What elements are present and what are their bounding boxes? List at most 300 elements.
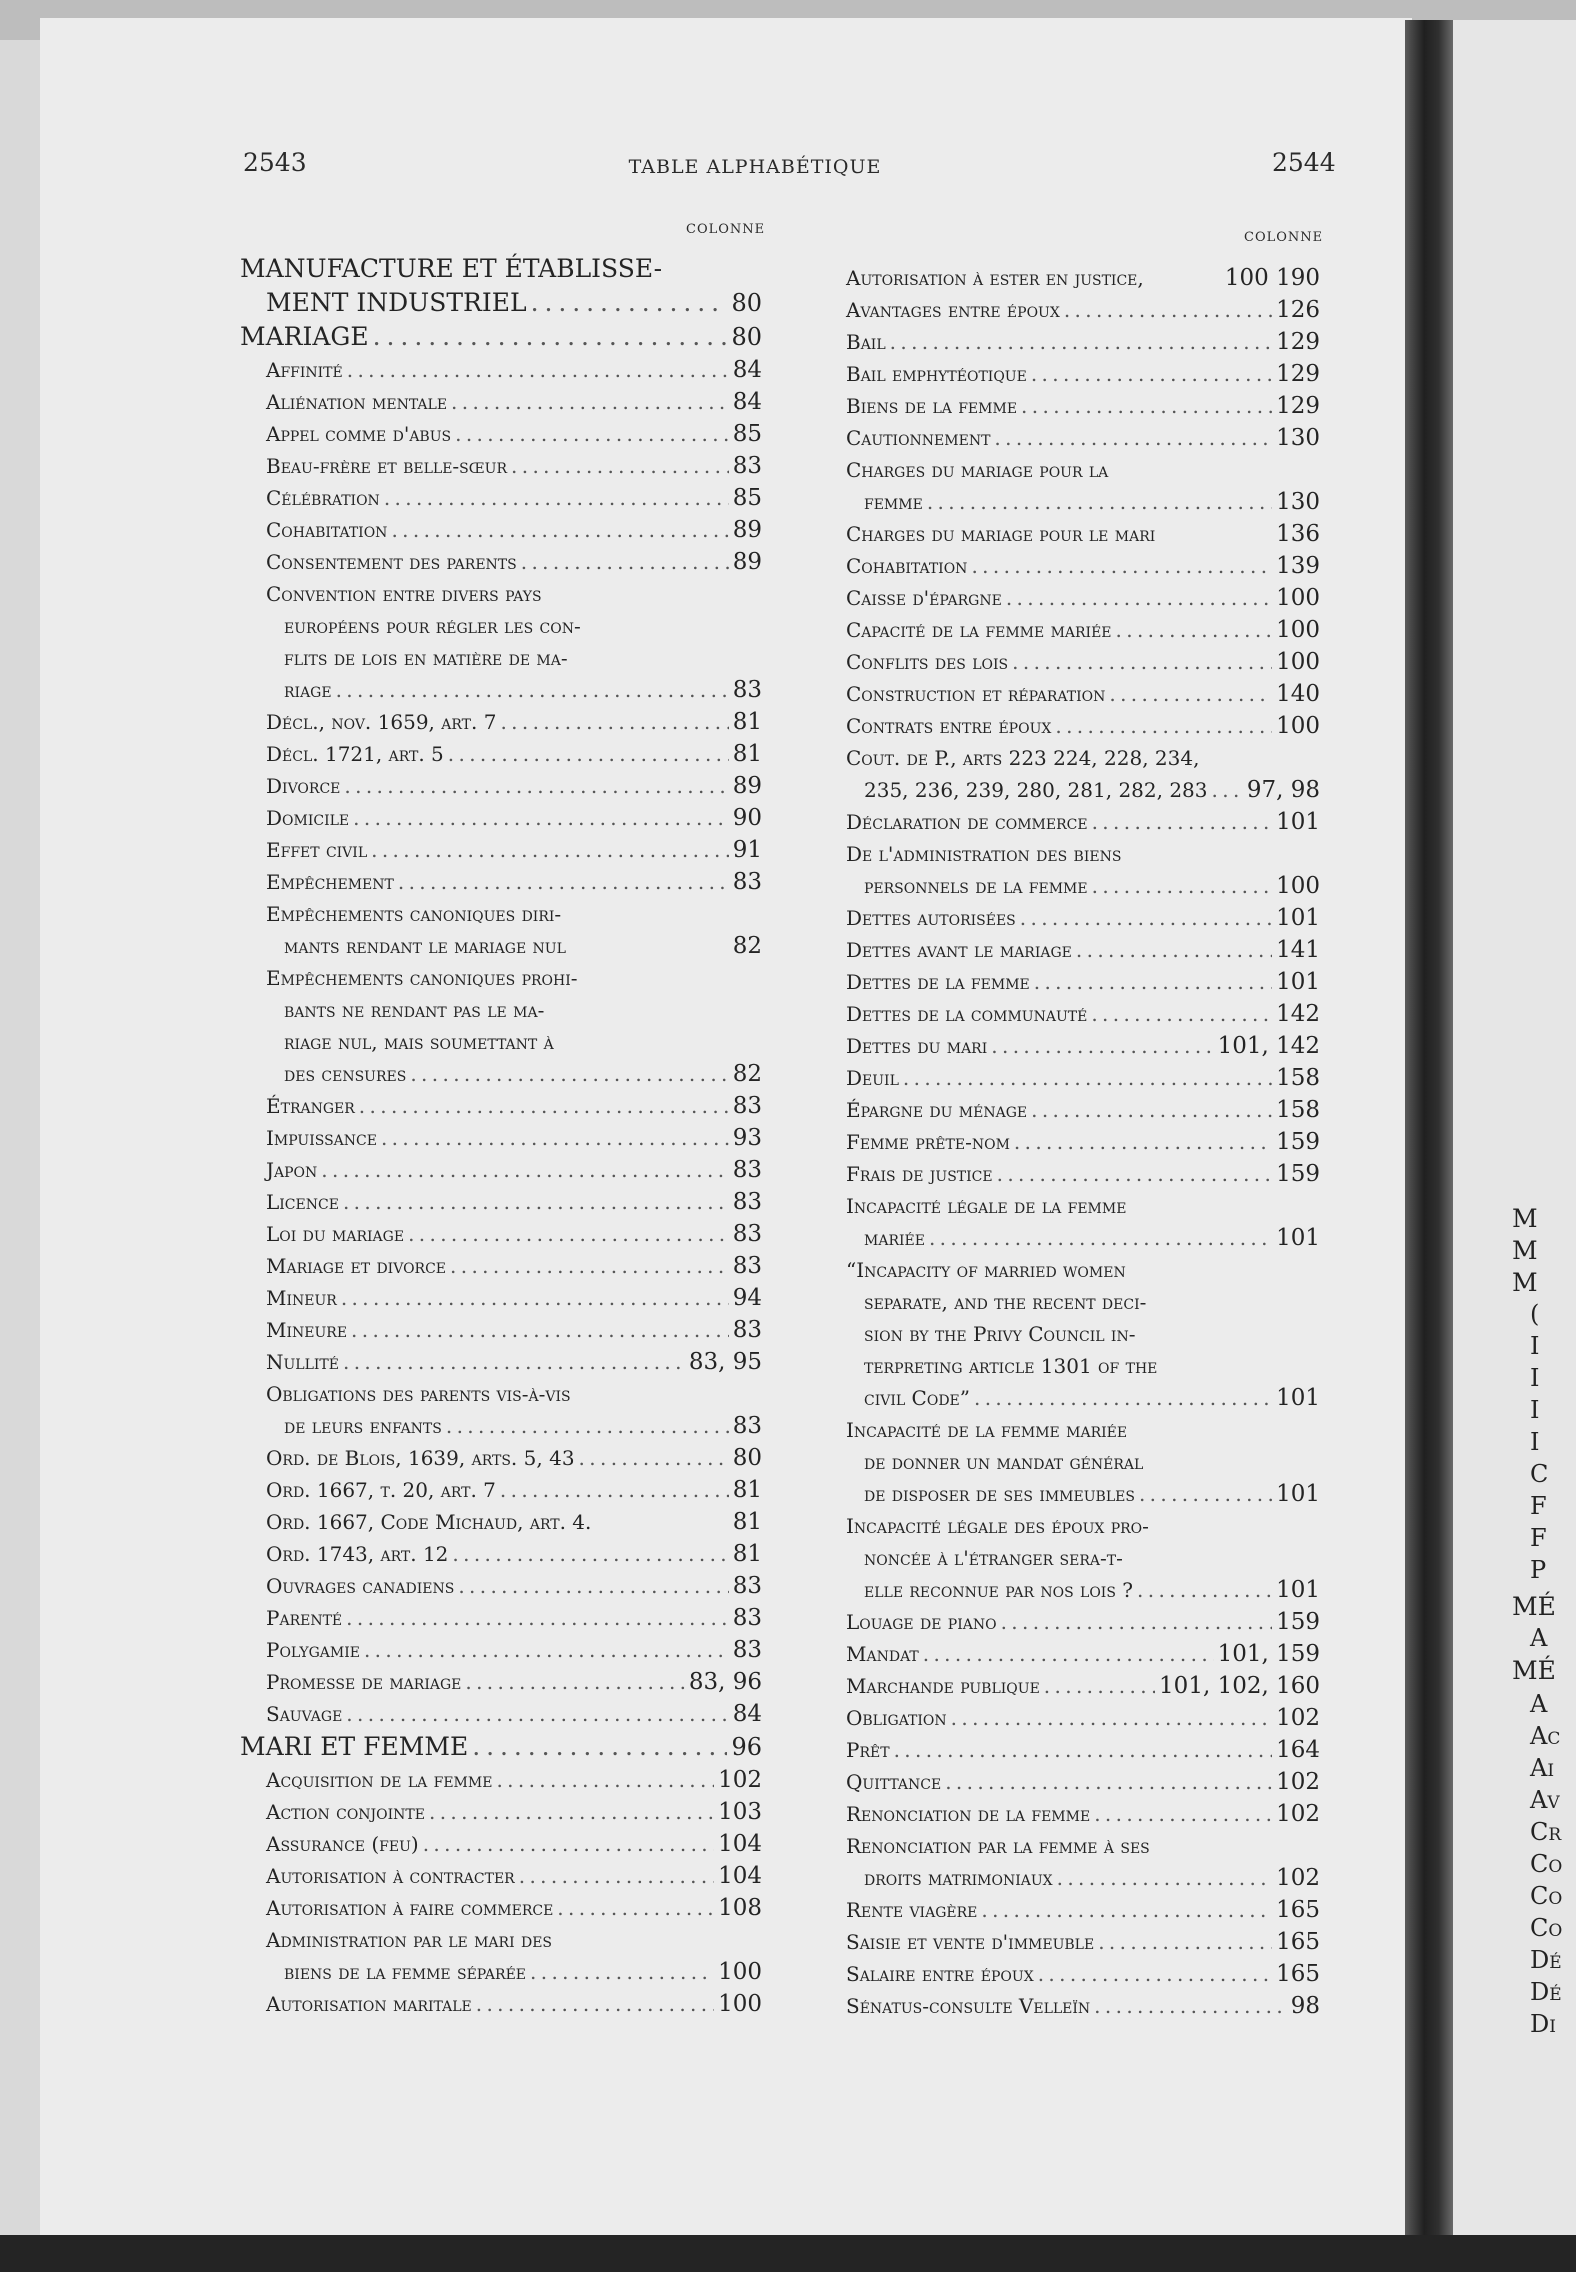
dot-leader [341, 1282, 729, 1314]
index-entry [240, 1058, 762, 1090]
index-entry-column-number: 85 [732, 421, 762, 447]
index-entry-term: Saisie et vente d'immeuble [846, 1930, 1095, 1954]
index-entry-column-number: 100 [718, 1991, 762, 2017]
next-page-fragment: MÉ [1512, 1592, 1556, 1621]
next-page-fragment: Ai [1530, 1754, 1555, 1782]
index-entry [820, 1510, 1320, 1542]
index-entry-term: Action conjointe [266, 1800, 425, 1824]
dot-leader [423, 1828, 714, 1860]
index-entry-term: Rente viagère [846, 1898, 978, 1922]
dot-leader [321, 1154, 728, 1186]
index-entry-term: Autorisation maritale [266, 1992, 472, 2016]
index-entry-term: Assurance (feu) [266, 1832, 419, 1856]
dot-leader [1116, 614, 1273, 646]
dot-leader [994, 422, 1272, 454]
index-entry-column-number: 91 [732, 837, 762, 863]
index-entry-column-number: 101 [1276, 1385, 1320, 1411]
index-entry-term: Dettes du mari [846, 1034, 988, 1058]
index-entry [820, 870, 1320, 902]
index-entry-term: Dettes de la femme [846, 970, 1030, 994]
index-entry-term: Mineure [266, 1318, 348, 1342]
index-entry-term: Aliénation mentale [266, 390, 448, 414]
index-entry [240, 1506, 762, 1538]
index-entry [820, 1190, 1320, 1222]
next-page-fragment: M [1512, 1268, 1538, 1297]
index-entry [820, 1734, 1320, 1766]
index-entry-column-number: 101, 159 [1217, 1641, 1320, 1667]
index-entry-term: MARIAGE [240, 322, 369, 351]
dot-leader [1014, 1126, 1272, 1158]
index-entry [240, 1314, 762, 1346]
index-entry [240, 1924, 762, 1956]
next-page-fragment: A [1530, 1690, 1548, 1718]
index-entry-column-number: 108 [718, 1895, 762, 1921]
index-entry-column-number: 129 [1276, 361, 1320, 387]
index-entry [820, 1958, 1320, 1990]
index-entry-column-number: 83 [732, 1253, 762, 1279]
dot-leader [519, 1860, 714, 1892]
dot-leader [971, 550, 1272, 582]
index-entry [820, 1318, 1320, 1350]
dot-leader [981, 1894, 1272, 1926]
index-entry-column-number: 159 [1276, 1129, 1320, 1155]
dot-leader [472, 1730, 727, 1764]
index-entry-term: Divorce [266, 774, 341, 798]
index-entry [240, 802, 762, 834]
index-entry-term: Ord. 1667, t. 20, art. 7 [266, 1478, 496, 1502]
dot-leader [1038, 1958, 1272, 1990]
index-entry [820, 1542, 1320, 1574]
index-entry-term: Nullité [266, 1350, 339, 1374]
index-entry-term: Mineur [266, 1286, 337, 1310]
index-entry-term: personnels de la femme [864, 874, 1088, 898]
index-entry-term: civil Code” [864, 1386, 970, 1410]
index-entry-column-number: 129 [1276, 393, 1320, 419]
index-entry-column-number: 80 [732, 1445, 762, 1471]
index-entry-term: Incapacité de la femme mariée [846, 1418, 1128, 1442]
dot-leader [521, 546, 729, 578]
index-entry-term: Frais de justice [846, 1162, 993, 1186]
dot-leader [1094, 1990, 1287, 2022]
index-entry-term: Déclaration de commerce [846, 810, 1088, 834]
index-entry-column-number: 165 [1276, 1897, 1320, 1923]
index-entry-column-number: 82 [732, 1061, 762, 1087]
index-entry-term: des censures [284, 1062, 407, 1086]
index-entry-column-number: 83, 96 [688, 1669, 762, 1695]
dot-leader [476, 1988, 714, 2020]
index-entry [820, 1766, 1320, 1798]
index-entry-column-number: 83 [732, 1573, 762, 1599]
index-entry-term: Acquisition de la femme [266, 1768, 493, 1792]
scan-border-bottom [0, 2235, 1576, 2272]
dot-leader [384, 482, 729, 514]
index-entry [820, 1638, 1320, 1670]
index-entry [240, 386, 762, 418]
index-entry-term: bants ne rendant pas le ma- [284, 998, 545, 1022]
next-page-fragment: I [1530, 1364, 1540, 1392]
index-entry-term: Décl. 1721, art. 5 [266, 742, 444, 766]
index-entry-term: “Incapacity of married women [846, 1258, 1126, 1282]
index-entry [820, 1126, 1320, 1158]
next-page-fragment: ( [1530, 1300, 1540, 1328]
index-entry [820, 998, 1320, 1030]
index-entry-column-number: 83 [732, 1157, 762, 1183]
dot-leader [1091, 998, 1272, 1030]
next-page-fragment: I [1530, 1428, 1540, 1456]
index-entry-column-number: 90 [732, 805, 762, 831]
index-entry-term: Incapacité légale de la femme [846, 1194, 1127, 1218]
dot-leader [451, 386, 729, 418]
index-entry-term: Charges du mariage pour le mari [846, 522, 1156, 546]
index-entry-column-number: 100 [1276, 873, 1320, 899]
index-entry [820, 582, 1320, 614]
dot-leader [448, 738, 729, 770]
index-entry-column-number: 102 [1276, 1801, 1320, 1827]
index-entry [820, 742, 1320, 774]
index-entry [820, 1926, 1320, 1958]
index-entry-column-number: 102 [1276, 1865, 1320, 1891]
index-entry-term: Impuissance [266, 1126, 377, 1150]
index-entry-term: Cout. de P., arts 223 224, 228, 234, [846, 746, 1200, 770]
index-entry [820, 838, 1320, 870]
index-column-left [240, 252, 762, 2020]
dot-leader [373, 320, 728, 354]
index-entry [820, 518, 1320, 550]
index-column-right [820, 262, 1320, 2022]
index-entry-term: Polygamie [266, 1638, 360, 1662]
index-entry [240, 514, 762, 546]
dot-leader [991, 1030, 1213, 1062]
index-entry-term: Loi du mariage [266, 1222, 405, 1246]
index-entry-term: Conflits des lois [846, 650, 1009, 674]
index-entry-term: femme [864, 490, 923, 514]
dot-leader [465, 1666, 684, 1698]
dot-leader [997, 1158, 1272, 1190]
index-entry-column-number: 83 [732, 677, 762, 703]
index-entry-term: mants rendant le mariage nul [284, 934, 566, 958]
index-entry [820, 1382, 1320, 1414]
dot-leader [1092, 806, 1273, 838]
index-entry-column-number: 101 [1276, 1577, 1320, 1603]
index-entry-column-number: 104 [718, 1863, 762, 1889]
index-entry-column-number: 82 [732, 933, 762, 959]
index-entry [820, 1798, 1320, 1830]
index-entry [820, 774, 1320, 806]
index-entry-term: Ord. de Blois, 1639, arts. 5, 43 [266, 1446, 575, 1470]
next-page-fragment: MÉ [1512, 1656, 1556, 1685]
index-entry-term: biens de la femme séparée [284, 1960, 527, 1984]
index-entry-column-number: 103 [718, 1799, 762, 1825]
dot-leader [1031, 1094, 1272, 1126]
index-entry-column-number: 100 [1276, 649, 1320, 675]
index-entry [240, 354, 762, 386]
dot-leader [458, 1570, 728, 1602]
index-entry-column-number: 102 [718, 1767, 762, 1793]
dot-leader [1057, 1862, 1272, 1894]
index-entry-column-number: 84 [732, 357, 762, 383]
index-entry-column-number: 159 [1276, 1609, 1320, 1635]
index-entry [240, 1538, 762, 1570]
next-page-fragment: I [1530, 1396, 1540, 1424]
dot-leader [1001, 1606, 1273, 1638]
index-entry-column-number: 100 190 [1224, 265, 1320, 291]
index-entry [820, 678, 1320, 710]
index-entry-column-number: 164 [1276, 1737, 1320, 1763]
index-entry [820, 1478, 1320, 1510]
next-page-fragment: Dé [1530, 1978, 1562, 2006]
dot-leader [557, 1892, 714, 1924]
index-entry-column-number: 83, 95 [688, 1349, 762, 1375]
dot-leader [531, 286, 728, 320]
index-entry-term: de donner un mandat général [864, 1450, 1144, 1474]
index-entry-term: MARI ET FEMME [240, 1732, 469, 1761]
index-entry-term: Obligation [846, 1706, 947, 1730]
index-entry-term: Renonciation par la femme à ses [846, 1834, 1150, 1858]
index-entry-term: Affinité [266, 358, 343, 382]
index-entry [240, 962, 762, 994]
index-entry [240, 994, 762, 1026]
dot-leader [1044, 1670, 1155, 1702]
index-entry-column-number: 101 [1276, 969, 1320, 995]
dot-leader [579, 1442, 729, 1474]
index-entry-column-number: 83 [732, 1413, 762, 1439]
index-entry-column-number: 81 [732, 1509, 762, 1535]
index-entry [820, 550, 1320, 582]
next-page-fragment: Co [1530, 1914, 1563, 1942]
dot-leader [1021, 390, 1272, 422]
index-entry [820, 806, 1320, 838]
dot-leader [1006, 582, 1272, 614]
index-entry [240, 706, 762, 738]
index-entry-term: Domicile [266, 806, 350, 830]
next-page-fragment: Ac [1530, 1722, 1561, 1750]
index-entry [240, 1378, 762, 1410]
index-entry-term: sion by the Privy Council in- [864, 1322, 1136, 1346]
index-entry-term: Marchande publique [846, 1674, 1040, 1698]
index-entry [240, 1186, 762, 1218]
index-entry [820, 1286, 1320, 1318]
index-entry-term: Autorisation à faire commerce [266, 1896, 554, 1920]
index-entry-term: Mandat [846, 1642, 919, 1666]
index-entry [240, 1956, 762, 1988]
index-entry-term: Ord. 1667, Code Michaud, art. 4. [266, 1510, 592, 1534]
index-entry-term: Cautionnement [846, 426, 991, 450]
index-entry [240, 738, 762, 770]
dot-leader [951, 1702, 1272, 1734]
dot-leader [364, 1634, 729, 1666]
index-entry [240, 770, 762, 802]
index-entry [240, 578, 762, 610]
index-entry [820, 454, 1320, 486]
index-entry-term: separate, and the recent deci- [864, 1290, 1147, 1314]
index-entry [240, 418, 762, 450]
index-entry-term: européens pour régler les con- [284, 614, 581, 638]
index-entry-term: Biens de la femme [846, 394, 1018, 418]
index-entry-column-number: 94 [732, 1285, 762, 1311]
index-entry-column-number: 101 [1276, 905, 1320, 931]
index-entry [820, 1862, 1320, 1894]
dot-leader [1137, 1574, 1272, 1606]
index-entry [240, 642, 762, 674]
index-entry-term: riage [284, 678, 332, 702]
dot-leader [974, 1382, 1272, 1414]
index-entry-column-number: 101, 142 [1217, 1033, 1320, 1059]
dot-leader [336, 674, 729, 706]
dot-leader [1031, 358, 1272, 390]
index-entry [820, 262, 1320, 294]
index-entry [240, 1346, 762, 1378]
next-page-fragment: M [1512, 1204, 1538, 1233]
index-entry [240, 1860, 762, 1892]
index-entry [240, 320, 762, 354]
index-entry [240, 1602, 762, 1634]
index-entry [240, 1666, 762, 1698]
next-page-fragment: Cr [1530, 1818, 1562, 1846]
index-entry-term: Japon [266, 1158, 318, 1182]
dot-leader [346, 1698, 728, 1730]
index-entry-term: Autorisation à ester en justice, [846, 266, 1144, 290]
index-entry-column-number: 101 [1276, 1225, 1320, 1251]
index-entry-column-number: 102 [1276, 1769, 1320, 1795]
index-entry-term: Parenté [266, 1606, 343, 1630]
index-entry [240, 1090, 762, 1122]
dot-leader [500, 706, 728, 738]
index-entry [240, 1154, 762, 1186]
index-entry-term: Prêt [846, 1738, 890, 1762]
index-entry [820, 422, 1320, 454]
index-entry [240, 898, 762, 930]
index-entry [240, 866, 762, 898]
next-page-fragment: Av [1530, 1786, 1560, 1814]
index-entry-column-number: 96 [731, 1733, 762, 1761]
index-entry-column-number: 81 [732, 1477, 762, 1503]
index-entry [240, 610, 762, 642]
next-page-fragment: P [1530, 1556, 1547, 1584]
index-entry [820, 1222, 1320, 1254]
index-entry [240, 1764, 762, 1796]
dot-leader [450, 1250, 729, 1282]
index-entry-column-number: 84 [732, 1701, 762, 1727]
dot-leader [429, 1796, 714, 1828]
index-entry-column-number: 142 [1276, 1001, 1320, 1027]
index-entry [820, 1062, 1320, 1094]
index-entry-column-number: 140 [1276, 681, 1320, 707]
next-page-fragment: Di [1530, 2010, 1556, 2038]
index-entry [820, 1894, 1320, 1926]
index-entry-column-number: 126 [1276, 297, 1320, 323]
index-entry-column-number: 81 [732, 741, 762, 767]
index-entry-term: noncée à l'étranger sera-t- [864, 1546, 1123, 1570]
index-entry [240, 286, 762, 320]
index-entry [240, 834, 762, 866]
index-entry-term: 235, 236, 239, 280, 281, 282, 283 [864, 778, 1208, 802]
index-entry-column-number: 80 [731, 323, 762, 351]
dot-leader [511, 450, 729, 482]
index-entry-term: Ord. 1743, art. 12 [266, 1542, 449, 1566]
index-entry-column-number: 85 [732, 485, 762, 511]
index-entry [240, 1730, 762, 1764]
dot-leader [923, 1638, 1214, 1670]
index-entry-term: Empêchement [266, 870, 394, 894]
index-entry-column-number: 101 [1276, 809, 1320, 835]
index-entry-term: Beau-frère et belle-sœur [266, 454, 508, 478]
index-entry-term: Avantages entre époux [846, 298, 1060, 322]
dot-leader [343, 1186, 729, 1218]
dot-leader [530, 1956, 714, 1988]
index-entry [820, 294, 1320, 326]
running-title: TABLE ALPHABÉTIQUE [628, 156, 882, 178]
dot-leader [945, 1766, 1272, 1798]
index-entry [820, 934, 1320, 966]
index-entry-column-number: 158 [1276, 1097, 1320, 1123]
index-entry-term: Charges du mariage pour la [846, 458, 1109, 482]
index-entry-column-number: 98 [1290, 1993, 1320, 2019]
index-entry [820, 614, 1320, 646]
dot-leader [371, 834, 729, 866]
dot-leader [1064, 294, 1272, 326]
index-entry-term: Célébration [266, 486, 380, 510]
index-entry-term: Construction et réparation [846, 682, 1106, 706]
dot-leader [1076, 934, 1272, 966]
dot-leader [1212, 774, 1243, 806]
index-entry-column-number: 130 [1276, 425, 1320, 451]
right-page-number: 2544 [1272, 148, 1336, 177]
dot-leader [1139, 1478, 1272, 1510]
dot-leader [1098, 1926, 1272, 1958]
dot-leader [1094, 1798, 1272, 1830]
index-entry-term: Louage de piano [846, 1610, 997, 1634]
dot-leader [496, 1764, 714, 1796]
dot-leader [381, 1122, 729, 1154]
next-page-fragment: Co [1530, 1850, 1563, 1878]
index-entry [240, 1474, 762, 1506]
index-entry-column-number: 83 [732, 1221, 762, 1247]
index-entry-term: Empêchements canoniques diri- [266, 902, 562, 926]
index-entry [240, 1250, 762, 1282]
index-entry-term: Promesse de mariage [266, 1670, 462, 1694]
book-gutter [1405, 20, 1453, 2235]
index-entry-column-number: 130 [1276, 489, 1320, 515]
index-entry-term: De l'administration des biens [846, 842, 1122, 866]
index-entry-term: Cohabitation [846, 554, 968, 578]
index-entry [820, 646, 1320, 678]
index-entry-column-number: 83 [732, 1605, 762, 1631]
index-entry-term: Consentement des parents [266, 550, 517, 574]
index-entry [820, 966, 1320, 998]
next-page-fragment: Dé [1530, 1946, 1562, 1974]
index-entry-column-number: 100 [1276, 585, 1320, 611]
index-entry [240, 1796, 762, 1828]
index-entry-column-number: 141 [1276, 937, 1320, 963]
index-entry-term: Convention entre divers pays [266, 582, 542, 606]
index-entry [240, 450, 762, 482]
index-entry-column-number: 100 [1276, 617, 1320, 643]
dot-leader [1055, 710, 1272, 742]
index-entry-term: flits de lois en matière de ma- [284, 646, 568, 670]
index-entry [240, 1634, 762, 1666]
index-entry-column-number: 83 [732, 453, 762, 479]
index-entry-term: Dettes autorisées [846, 906, 1016, 930]
index-entry-term: Sauvage [266, 1702, 343, 1726]
index-entry [820, 1574, 1320, 1606]
dot-leader [1012, 646, 1272, 678]
index-entry [820, 902, 1320, 934]
index-entry-column-number: 102 [1276, 1705, 1320, 1731]
index-entry-column-number: 165 [1276, 1929, 1320, 1955]
index-entry-term: de leurs enfants [284, 1414, 442, 1438]
index-entry-term: Renonciation de la femme [846, 1802, 1091, 1826]
dot-leader [455, 418, 729, 450]
